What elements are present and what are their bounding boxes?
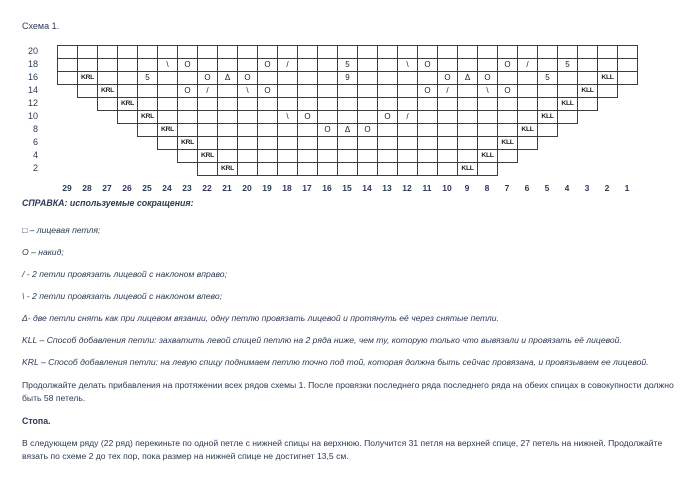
chart-cell: KLL <box>557 97 578 111</box>
chart-cell <box>557 71 578 85</box>
chart-cell <box>357 162 378 176</box>
chart-cell <box>217 45 238 59</box>
chart-cell: KLL <box>477 149 498 163</box>
chart-cell <box>377 58 398 72</box>
chart-cell <box>237 97 258 111</box>
chart-cell <box>317 71 338 85</box>
chart-row <box>97 97 598 111</box>
chart-cell <box>437 97 458 111</box>
chart-cell <box>137 45 158 59</box>
chart-cell: O <box>417 58 438 72</box>
chart-cell: 5 <box>137 71 158 85</box>
chart-cell <box>257 71 278 85</box>
chart-cell <box>197 136 218 150</box>
legend-item-kll: KLL – Способ добавления петли: захватить левой спицей петлю на 2 ряда ниже, чем ту, которую только что вывязали и провязать её лицевой. <box>22 335 622 345</box>
chart-column-number: 16 <box>322 183 332 193</box>
chart-column-number: 6 <box>524 183 530 193</box>
legend-heading: СПРАВКА: используемые сокращения: <box>22 198 194 208</box>
chart-cell <box>237 136 258 150</box>
chart-cell <box>477 136 498 150</box>
chart-cell <box>237 45 258 59</box>
chart-cell <box>477 123 498 137</box>
chart-cell <box>157 84 178 98</box>
chart-cell <box>557 110 578 124</box>
chart-cell <box>577 71 598 85</box>
chart-row-label: 6 <box>32 137 38 147</box>
chart-cell <box>257 162 278 176</box>
chart-cell: O <box>377 110 398 124</box>
chart-row-label: 20 <box>27 46 38 56</box>
chart-cell <box>77 84 98 98</box>
chart-cell <box>217 84 238 98</box>
chart-cell <box>157 97 178 111</box>
chart-cell <box>477 97 498 111</box>
chart-column-number: 23 <box>182 183 192 193</box>
chart-row-label: 18 <box>27 59 38 69</box>
chart-cell <box>377 97 398 111</box>
chart-cell: KRL <box>197 149 218 163</box>
chart-column-number: 27 <box>102 183 112 193</box>
chart-cell <box>477 162 498 176</box>
chart-cell: Δ <box>217 71 238 85</box>
chart-column-number: 20 <box>242 183 252 193</box>
chart-cell: 5 <box>537 71 558 85</box>
chart-column-number: 26 <box>122 183 132 193</box>
chart-row-label: 14 <box>27 85 38 95</box>
chart-column-number: 11 <box>422 183 432 193</box>
chart-cell <box>257 97 278 111</box>
chart-cell <box>177 110 198 124</box>
chart-column-number: 17 <box>302 183 312 193</box>
chart-cell <box>277 162 298 176</box>
chart-cell <box>337 136 358 150</box>
chart-cell <box>317 58 338 72</box>
chart-cell <box>97 71 118 85</box>
chart-cell <box>417 45 438 59</box>
chart-cell <box>457 84 478 98</box>
chart-cell <box>437 110 458 124</box>
chart-row <box>57 45 638 59</box>
chart-cell <box>77 45 98 59</box>
foot-section-heading: Стопа. <box>22 416 51 426</box>
chart-cell: \ <box>397 58 418 72</box>
chart-cell <box>417 149 438 163</box>
chart-cell <box>317 84 338 98</box>
chart-cell <box>357 110 378 124</box>
chart-cell <box>377 45 398 59</box>
chart-cell <box>617 58 638 72</box>
chart-cell <box>157 136 178 150</box>
chart-cell <box>237 149 258 163</box>
chart-cell <box>297 123 318 137</box>
chart-cell <box>57 71 78 85</box>
legend-item-left-decrease: \ - 2 петли провязать лицевой с наклоном влево; <box>22 291 223 301</box>
chart-cell <box>177 71 198 85</box>
chart-cell <box>397 123 418 137</box>
chart-column-number: 10 <box>442 183 452 193</box>
page-title: Схема 1. <box>22 21 60 31</box>
chart-cell <box>117 84 138 98</box>
chart-cell <box>137 58 158 72</box>
chart-row <box>197 162 498 176</box>
chart-cell: O <box>317 123 338 137</box>
chart-column-number: 28 <box>82 183 92 193</box>
chart-cell <box>417 162 438 176</box>
chart-cell <box>397 162 418 176</box>
chart-cell: \ <box>277 110 298 124</box>
chart-cell <box>417 123 438 137</box>
chart-cell <box>517 71 538 85</box>
chart-cell <box>117 110 138 124</box>
legend-item-yarnover: О – накид; <box>22 247 64 257</box>
chart-cell <box>337 110 358 124</box>
chart-cell: KLL <box>577 84 598 98</box>
chart-cell <box>437 58 458 72</box>
chart-cell <box>237 162 258 176</box>
chart-cell: Δ <box>337 123 358 137</box>
chart-cell <box>537 84 558 98</box>
chart-cell <box>337 97 358 111</box>
chart-cell <box>97 97 118 111</box>
chart-column-number: 24 <box>162 183 172 193</box>
chart-cell <box>197 58 218 72</box>
chart-column-number: 3 <box>584 183 590 193</box>
chart-cell <box>297 84 318 98</box>
chart-cell <box>377 162 398 176</box>
chart-cell <box>437 136 458 150</box>
chart-cell <box>197 162 218 176</box>
chart-cell: KLL <box>517 123 538 137</box>
chart-cell: KLL <box>497 136 518 150</box>
chart-column-number: 15 <box>342 183 352 193</box>
chart-cell: O <box>237 71 258 85</box>
chart-cell <box>217 97 238 111</box>
chart-cell <box>357 84 378 98</box>
chart-column-number: 2 <box>604 183 610 193</box>
chart-cell <box>537 123 558 137</box>
chart-row <box>77 84 618 98</box>
chart-cell <box>317 162 338 176</box>
chart-cell <box>377 149 398 163</box>
chart-cell <box>257 136 278 150</box>
chart-cell <box>177 123 198 137</box>
chart-row-label: 12 <box>27 98 38 108</box>
chart-cell <box>297 45 318 59</box>
chart-cell <box>437 123 458 137</box>
chart-cell: KRL <box>77 71 98 85</box>
chart-cell <box>177 45 198 59</box>
chart-cell <box>557 84 578 98</box>
chart-cell <box>277 45 298 59</box>
chart-row <box>177 149 518 163</box>
chart-cell <box>197 45 218 59</box>
chart-cell <box>257 110 278 124</box>
chart-cell <box>417 71 438 85</box>
chart-cell <box>597 58 618 72</box>
chart-cell: \ <box>237 84 258 98</box>
chart-cell <box>77 58 98 72</box>
chart-cell <box>437 162 458 176</box>
chart-cell <box>397 84 418 98</box>
chart-cell: KRL <box>157 123 178 137</box>
chart-row-label: 2 <box>32 163 38 173</box>
chart-cell <box>117 71 138 85</box>
foot-paragraph: В следующем ряду (22 ряд) перекиньте по одной петле с нижней спицы на верхнюю. Получится 31 петля на верхней спице, 27 петель на нижней. Продолжайте вязать по схеме 2 до тех пор, пока размер на нижней спице не достигнет 13,5 см. <box>22 438 663 461</box>
chart-cell <box>317 110 338 124</box>
chart-column-number: 21 <box>222 183 232 193</box>
chart-cell <box>157 45 178 59</box>
chart-cell <box>397 71 418 85</box>
chart-cell <box>137 97 158 111</box>
chart-cell <box>397 97 418 111</box>
knitting-chart <box>0 0 690 200</box>
chart-cell: KLL <box>597 71 618 85</box>
chart-cell <box>577 45 598 59</box>
chart-cell <box>337 149 358 163</box>
chart-cell <box>257 123 278 137</box>
chart-cell <box>317 136 338 150</box>
chart-row-label: 10 <box>27 111 38 121</box>
chart-cell: O <box>437 71 458 85</box>
chart-cell <box>537 97 558 111</box>
chart-cell <box>97 58 118 72</box>
chart-row <box>137 123 558 137</box>
chart-cell <box>517 110 538 124</box>
chart-cell: / <box>277 58 298 72</box>
chart-column-number: 19 <box>262 183 272 193</box>
chart-cell: O <box>257 84 278 98</box>
chart-cell <box>237 110 258 124</box>
chart-cell: 5 <box>557 58 578 72</box>
chart-cell: 5 <box>337 58 358 72</box>
chart-cell: O <box>177 58 198 72</box>
chart-cell <box>497 45 518 59</box>
chart-cell <box>297 97 318 111</box>
chart-cell: KRL <box>177 136 198 150</box>
chart-cell <box>237 58 258 72</box>
chart-column-number: 7 <box>504 183 510 193</box>
chart-cell <box>397 136 418 150</box>
chart-cell: / <box>517 58 538 72</box>
chart-row <box>57 71 638 85</box>
legend-item-double-decrease: Δ- две петли снять как при лицевом вязании, одну петлю провязать лицевой и протянуть её через снятые петли. <box>22 313 499 323</box>
chart-column-number: 14 <box>362 183 372 193</box>
chart-cell <box>417 110 438 124</box>
chart-cell: KRL <box>137 110 158 124</box>
chart-cell <box>357 71 378 85</box>
chart-column-number: 25 <box>142 183 152 193</box>
chart-cell <box>357 136 378 150</box>
chart-cell: KRL <box>217 162 238 176</box>
chart-cell: KRL <box>117 97 138 111</box>
chart-cell <box>317 149 338 163</box>
legend-item-knit: □ – лицевая петля; <box>22 225 101 235</box>
chart-cell <box>197 97 218 111</box>
chart-cell <box>397 45 418 59</box>
chart-cell <box>457 110 478 124</box>
chart-column-number: 1 <box>624 183 630 193</box>
chart-cell <box>537 45 558 59</box>
chart-cell <box>377 136 398 150</box>
chart-cell: O <box>177 84 198 98</box>
chart-cell <box>357 45 378 59</box>
chart-cell <box>217 123 238 137</box>
chart-cell <box>337 45 358 59</box>
chart-cell <box>157 110 178 124</box>
chart-column-number: 13 <box>382 183 392 193</box>
chart-column-number: 12 <box>402 183 412 193</box>
chart-cell <box>457 123 478 137</box>
chart-cell <box>477 45 498 59</box>
chart-cell <box>357 58 378 72</box>
chart-cell: O <box>497 84 518 98</box>
chart-cell <box>457 58 478 72</box>
chart-row <box>157 136 538 150</box>
chart-cell <box>437 149 458 163</box>
chart-cell <box>477 110 498 124</box>
chart-column-number: 4 <box>564 183 570 193</box>
chart-column-number: 9 <box>464 183 470 193</box>
chart-cell <box>257 149 278 163</box>
chart-cell <box>297 162 318 176</box>
legend-item-right-decrease: / - 2 петли провязать лицевой с наклоном вправо; <box>22 269 227 279</box>
chart-row <box>57 58 638 72</box>
chart-cell <box>497 97 518 111</box>
chart-cell <box>317 97 338 111</box>
chart-cell <box>137 123 158 137</box>
chart-column-number: 29 <box>62 183 72 193</box>
chart-cell <box>217 136 238 150</box>
chart-cell <box>497 71 518 85</box>
chart-cell <box>437 45 458 59</box>
chart-cell <box>417 136 438 150</box>
chart-cell: / <box>397 110 418 124</box>
chart-cell: \ <box>157 58 178 72</box>
chart-cell <box>477 58 498 72</box>
chart-cell <box>517 136 538 150</box>
chart-cell: / <box>437 84 458 98</box>
chart-cell <box>397 149 418 163</box>
chart-cell <box>217 110 238 124</box>
chart-row <box>117 110 578 124</box>
chart-cell <box>117 45 138 59</box>
chart-cell: O <box>417 84 438 98</box>
chart-cell <box>277 123 298 137</box>
chart-column-number: 8 <box>484 183 490 193</box>
chart-cell <box>317 45 338 59</box>
chart-cell <box>357 149 378 163</box>
chart-row-label: 16 <box>27 72 38 82</box>
chart-cell <box>277 136 298 150</box>
chart-cell <box>197 123 218 137</box>
chart-cell <box>457 45 478 59</box>
chart-cell <box>57 58 78 72</box>
chart-cell <box>277 149 298 163</box>
chart-cell: O <box>497 58 518 72</box>
chart-cell: O <box>477 71 498 85</box>
continue-paragraph: Продолжайте делать прибавления на протяжении всех рядов схемы 1. После провязки последнего ряда последнего ряда на обеих спицах в совокупности должно быть 58 петель. <box>22 380 674 403</box>
chart-cell: O <box>357 123 378 137</box>
chart-cell <box>537 58 558 72</box>
chart-cell <box>457 97 478 111</box>
chart-column-number: 22 <box>202 183 212 193</box>
chart-cell <box>297 58 318 72</box>
chart-column-number: 5 <box>544 183 550 193</box>
chart-cell <box>257 45 278 59</box>
chart-cell <box>297 71 318 85</box>
chart-cell <box>277 97 298 111</box>
chart-cell <box>217 58 238 72</box>
chart-cell <box>177 97 198 111</box>
chart-cell: 9 <box>337 71 358 85</box>
chart-cell <box>117 58 138 72</box>
chart-cell <box>597 84 618 98</box>
chart-cell <box>277 84 298 98</box>
chart-cell <box>197 110 218 124</box>
instructions-block <box>22 197 676 463</box>
chart-cell <box>617 45 638 59</box>
chart-cell <box>517 97 538 111</box>
chart-cell <box>557 45 578 59</box>
chart-cell: \ <box>477 84 498 98</box>
chart-cell <box>337 162 358 176</box>
chart-cell <box>517 45 538 59</box>
chart-cell <box>297 149 318 163</box>
chart-cell: KLL <box>457 162 478 176</box>
chart-cell <box>377 84 398 98</box>
chart-cell: O <box>257 58 278 72</box>
chart-cell <box>157 71 178 85</box>
chart-cell: KRL <box>97 84 118 98</box>
chart-cell <box>57 45 78 59</box>
chart-cell <box>577 58 598 72</box>
chart-cell: O <box>297 110 318 124</box>
chart-cell <box>517 84 538 98</box>
chart-cell <box>457 136 478 150</box>
chart-cell <box>617 71 638 85</box>
chart-cell <box>137 84 158 98</box>
chart-cell <box>497 110 518 124</box>
chart-row-label: 8 <box>32 124 38 134</box>
chart-cell <box>377 123 398 137</box>
chart-row-label: 4 <box>32 150 38 160</box>
chart-cell <box>217 149 238 163</box>
legend-item-krl: KRL – Способ добавления петли: на левую спицу поднимаем петлю точно под той, которая должна быть сейчас провязана, и провязываем ее лицевой. <box>22 357 649 367</box>
chart-cell <box>277 71 298 85</box>
chart-cell <box>337 84 358 98</box>
chart-cell <box>237 123 258 137</box>
chart-cell <box>377 71 398 85</box>
chart-cell <box>417 97 438 111</box>
chart-cell <box>177 149 198 163</box>
chart-cell: O <box>197 71 218 85</box>
chart-column-number: 18 <box>282 183 292 193</box>
chart-cell <box>297 136 318 150</box>
chart-cell <box>357 97 378 111</box>
chart-cell <box>457 149 478 163</box>
chart-cell: Δ <box>457 71 478 85</box>
chart-cell: / <box>197 84 218 98</box>
chart-cell <box>597 45 618 59</box>
chart-cell <box>577 97 598 111</box>
chart-cell: KLL <box>537 110 558 124</box>
chart-cell <box>97 45 118 59</box>
chart-cell <box>497 123 518 137</box>
chart-cell <box>497 149 518 163</box>
